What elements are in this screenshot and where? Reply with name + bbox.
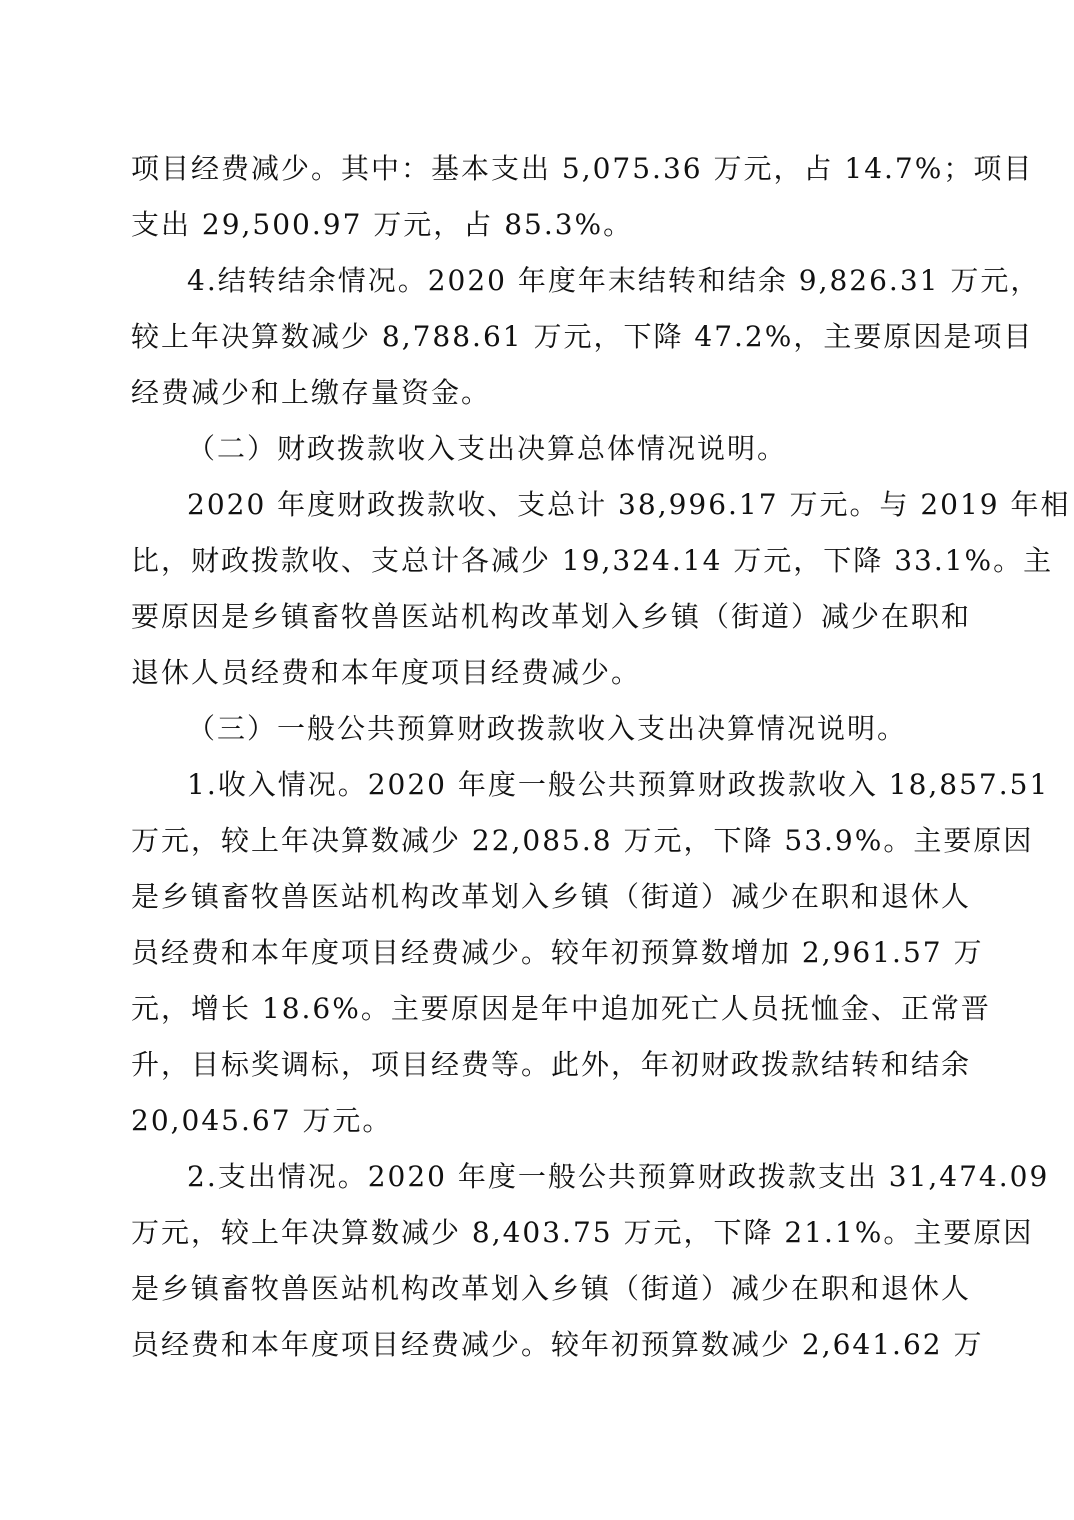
- text-line: 万元，较上年决算数减少 22,085.8 万元，下降 53.9%。主要原因: [131, 824, 1034, 857]
- text-line: 1.收入情况。2020 年度一般公共预算财政拨款收入 18,857.51: [187, 768, 1050, 801]
- text-line: 退休人员经费和本年度项目经费减少。: [131, 656, 642, 689]
- text-line: 要原因是乡镇畜牧兽医站机构改革划入乡镇（街道）减少在职和: [131, 600, 972, 633]
- text-line: 较上年决算数减少 8,788.61 万元，下降 47.2%，主要原因是项目: [131, 320, 1034, 353]
- text-line: 2020 年度财政拨款收、支总计 38,996.17 万元。与 2019 年相: [187, 488, 1071, 521]
- text-line: 员经费和本年度项目经费减少。较年初预算数增加 2,961.57 万: [131, 936, 984, 969]
- section-heading: （三）一般公共预算财政拨款收入支出决算情况说明。: [187, 712, 908, 745]
- text-line: 支出 29,500.97 万元，占 85.3%。: [131, 208, 634, 241]
- text-line: 元，增长 18.6%。主要原因是年中追加死亡人员抚恤金、正常晋: [131, 992, 991, 1025]
- text-line: 万元，较上年决算数减少 8,403.75 万元，下降 21.1%。主要原因: [131, 1216, 1034, 1249]
- text-line: 是乡镇畜牧兽医站机构改革划入乡镇（街道）减少在职和退休人: [131, 880, 972, 913]
- section-heading: （二）财政拨款收入支出决算总体情况说明。: [187, 432, 788, 465]
- text-line: 2.支出情况。2020 年度一般公共预算财政拨款支出 31,474.09: [187, 1160, 1050, 1193]
- text-line: 比，财政拨款收、支总计各减少 19,324.14 万元，下降 33.1%。主: [131, 544, 1054, 577]
- text-line: 是乡镇畜牧兽医站机构改革划入乡镇（街道）减少在职和退休人: [131, 1272, 972, 1305]
- text-line: 4.结转结余情况。2020 年度年末结转和结余 9,826.31 万元，: [187, 264, 1041, 297]
- document-body: [131, 141, 1071, 1373]
- text-line: 员经费和本年度项目经费减少。较年初预算数减少 2,641.62 万: [131, 1328, 984, 1361]
- text-line: 经费减少和上缴存量资金。: [131, 376, 492, 409]
- text-line: 升，目标奖调标，项目经费等。此外，年初财政拨款结转和结余: [131, 1048, 972, 1081]
- text-line: 20,045.67 万元。: [131, 1104, 393, 1137]
- text-line: 项目经费减少。其中：基本支出 5,075.36 万元，占 14.7%；项目: [131, 152, 1034, 185]
